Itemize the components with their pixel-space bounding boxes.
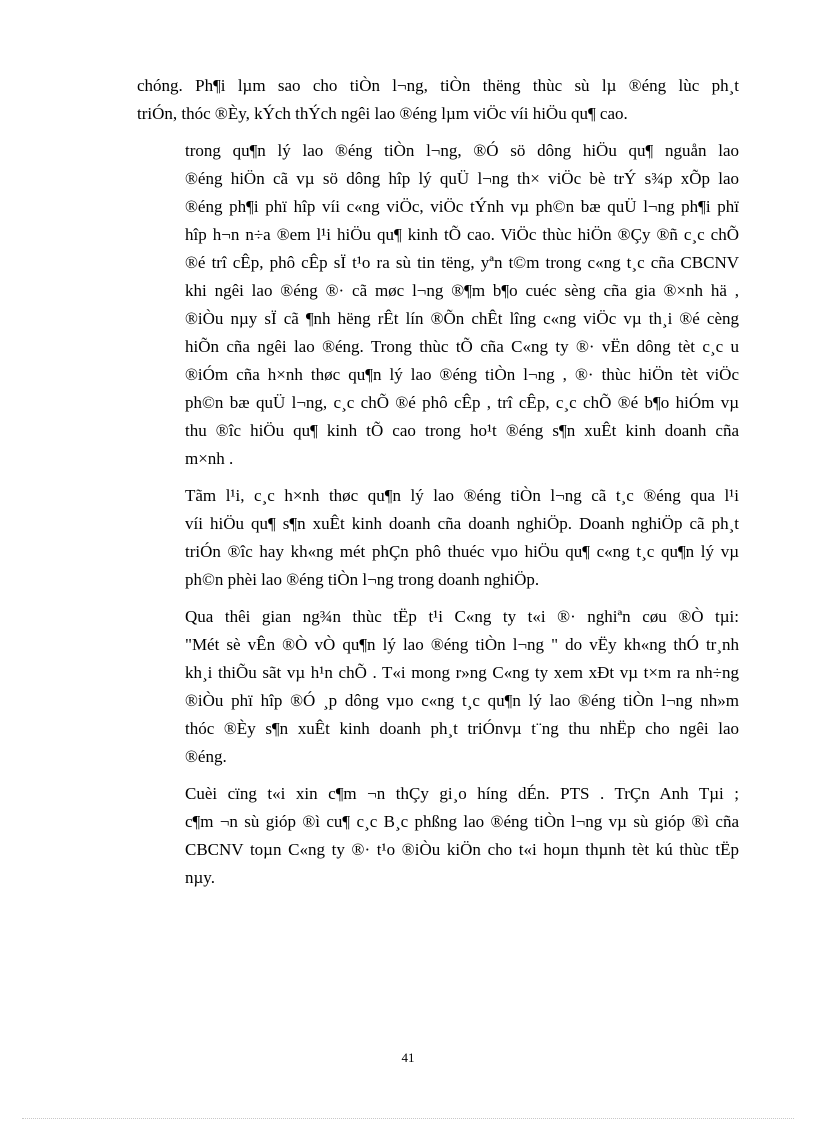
paragraph <box>137 482 739 594</box>
text-line: ®éng. <box>185 747 227 766</box>
paragraph <box>137 780 739 892</box>
text-line: ®iÒu phï hîp ®Ó ¸p dông vµo c«ng t¸c qu¶n lý lao ®éng tiÒn l¬ng nh»m <box>185 691 739 710</box>
text-line: nµy. <box>185 868 215 887</box>
text-line: c¶m ¬n sù gióp ®ì cu¶ c¸c B¸c phßng lao ®éng tiÒn l¬ng vµ sù gióp ®ì cña <box>185 812 739 831</box>
text-line: hiÕn cña ngêi lao ®éng. Trong thùc tÕ cña C«ng ty ®· vËn dông tèt c¸c u <box>185 337 739 356</box>
text-line: trong qu¶n lý lao ®éng tiÒn l¬ng, ®Ó sö dông hiÖu qu¶ nguån lao <box>185 141 739 160</box>
text-line: ®iÓm cña h×nh thøc qu¶n lý lao ®éng tiÒn l¬ng , ®· thùc hiÖn tèt viÖc <box>185 365 739 384</box>
paragraph <box>137 137 739 473</box>
text-line: thu ®îc hiÖu qu¶ kinh tÕ cao trong ho¹t ®éng s¶n xuÊt kinh doanh cña <box>185 421 739 440</box>
text-line: víi hiÖu qu¶ s¶n xuÊt kinh doanh cña doanh nghiÖp. Doanh nghiÖp cã ph¸t <box>185 514 739 533</box>
text-line: ®iÒu nµy sÏ cã ¶nh hëng rÊt lín ®Õn chÊt lîng c«ng viÖc vµ th¸i ®é cèng <box>185 309 739 328</box>
text-line: kh¸i thiÕu sãt vµ h¹n chÕ . T«i mong r»ng C«ng ty xem xÐt vµ t×m ra nh÷ng <box>185 663 739 682</box>
text-line: "Mét sè vÊn ®Ò vÒ qu¶n lý lao ®éng tiÒn l¬ng " do vËy kh«ng thÓ tr¸nh <box>185 635 739 654</box>
text-line: ®éng hiÖn cã vµ sö dông hîp lý quÜ l¬ng th× viÖc bè trÝ s¾p xÕp lao <box>185 169 739 188</box>
body-text <box>137 72 739 901</box>
paragraph <box>137 72 739 128</box>
text-line: thóc ®Èy s¶n xuÊt kinh doanh ph¸t triÓnvµ t¨ng thu nhËp cho ngêi lao <box>185 719 739 738</box>
text-line: khi ngêi lao ®éng ®· cã møc l¬ng ®¶m b¶o cuéc sèng cña gia ®×nh hä , <box>185 281 739 300</box>
text-line: ®éng ph¶i phï hîp víi c«ng viÖc, viÖc tÝnh vµ ph©n bæ quÜ l¬ng ph¶i phï <box>185 197 739 216</box>
page-bottom-divider <box>22 1118 794 1119</box>
text-line: CBCNV toµn C«ng ty ®· t¹o ®iÒu kiÖn cho t«i hoµn thµnh tèt kú thùc tËp <box>185 840 739 859</box>
text-line: ph©n phèi lao ®éng tiÒn l¬ng trong doanh nghiÖp. <box>185 570 540 589</box>
paragraph <box>137 603 739 771</box>
text-line: Qua thêi gian ng¾n thùc tËp t¹i C«ng ty t«i ®· nghiªn cøu ®Ò tµi: <box>185 607 739 626</box>
text-line: triÓn ®îc hay kh«ng mét phÇn phô thuéc vµo hiÖu qu¶ c«ng t¸c qu¶n lý vµ <box>185 542 739 561</box>
text-line: hîp h¬n n÷a ®em l¹i hiÖu qu¶ kinh tÕ cao. ViÖc thùc hiÖn ®Çy ®ñ c¸c chÕ <box>185 225 739 244</box>
page-number: 41 <box>401 1050 415 1065</box>
text-line: Cuèi cïng t«i xin c¶m ¬n thÇy gi¸o híng dÉn. PTS . TrÇn Anh Tµi ; <box>185 784 739 803</box>
text-line: ph©n bæ quÜ l¬ng, c¸c chÕ ®é phô cÊp , trî cÊp, c¸c chÕ ®é b¶o hiÓm vµ <box>185 393 739 412</box>
text-line: triÓn, thóc ®Èy, kÝch thÝch ngêi lao ®éng lµm viÖc víi hiÖu qu¶ cao. <box>137 104 628 123</box>
text-line: Tãm l¹i, c¸c h×nh thøc qu¶n lý lao ®éng tiÒn l¬ng cã t¸c ®éng qua l¹i <box>185 486 739 505</box>
text-line: m×nh . <box>185 449 234 468</box>
text-line: chóng. Ph¶i lµm sao cho tiÒn l¬ng, tiÒn thëng thùc sù lµ ®éng lùc ph¸t <box>137 76 739 95</box>
text-line: ®é trî cÊp, phô cÊp sÏ t¹o ra sù tin tëng, yªn t©m trong c«ng t¸c cña CBCNV <box>185 253 739 272</box>
